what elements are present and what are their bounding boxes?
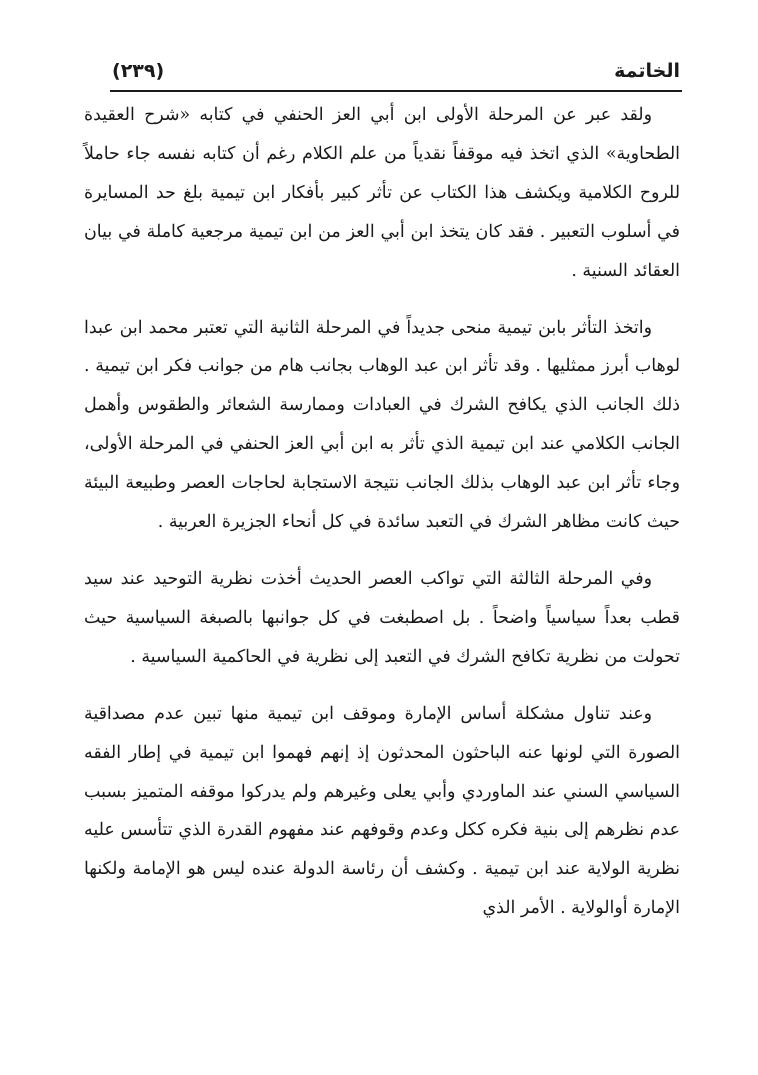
paragraph: واتخذ التأثر بابن تيمية منحى جديداً في المرحلة الثانية التي تعتبر محمد ابن عبدا لوهاب أبرز ممثليها . وقد تأثر ابن عبد الوهاب بجانب هام من جوانب فكر ابن تيمية . ذلك الجانب الذي يكافح الشرك في العبادات وممارسة الشعائر والطقوس وأهمل الجانب الكلامي عند ابن تيمية الذي تأثر به ابن أبي العز الحنفي في المرحلة الأولى، وجاء تأثر ابن عبد الوهاب بذلك الجانب نتيجة الاستجابة لحاجات العصر وطبيعة البيئة حيث كانت مظاهر الشرك في التعبد سائدة في كل أنحاء الجزيرة العربية . [84, 317, 680, 533]
page-number: (٢٣٩) [112, 60, 165, 82]
body-text [84, 96, 680, 928]
paragraph: ولقد عبر عن المرحلة الأولى ابن أبي العز الحنفي في كتابه «شرح العقيدة الطحاوية» الذي اتخذ فيه موقفاً نقدياً من علم الكلام رغم أن كتابه نفسه جاء حاملاً للروح الكلامية ويكشف هذا الكتاب عن تأثر كبير بأفكار ابن تيمية بلغ حد المسايرة في أسلوب التعبير . فقد كان يتخذ ابن أبي العز من ابن تيمية مرجعية كاملة في بيان العقائد السنية . [84, 105, 680, 281]
paragraph: وفي المرحلة الثالثة التي تواكب العصر الحديث أخذت نظرية التوحيد عند سيد قطب بعداً سياسياً واضحاً . بل اصطبغت في كل جوانبها بالصبغة السياسية حيث تحولت من نظرية تكافح الشرك في التعبد إلى نظرية في الحاكمية السياسية . [84, 568, 680, 667]
header-rule [110, 90, 682, 92]
chapter-title: الخاتمة [614, 60, 680, 82]
paragraph: وعند تناول مشكلة أساس الإمارة وموقف ابن تيمية منها تبين عدم مصداقية الصورة التي لونها عنه الباحثون المحدثون إذ إنهم فهموا ابن تيمية في إطار الفقه السياسي السني عند الماوردي وأبي يعلى وغيرهم ولم يدركوا موقفه المتميز بسبب عدم نظرهم إلى بنية فكره ككل وعدم وقوفهم عند مفهوم القدرة الذي تتأسس عليه نظرية الولاية عند ابن تيمية . وكشف أن رئاسة الدولة عنده ليس هو الإمامة ولكنها الإمارة أوالولاية . الأمر الذي [84, 703, 680, 919]
running-header [112, 58, 680, 88]
